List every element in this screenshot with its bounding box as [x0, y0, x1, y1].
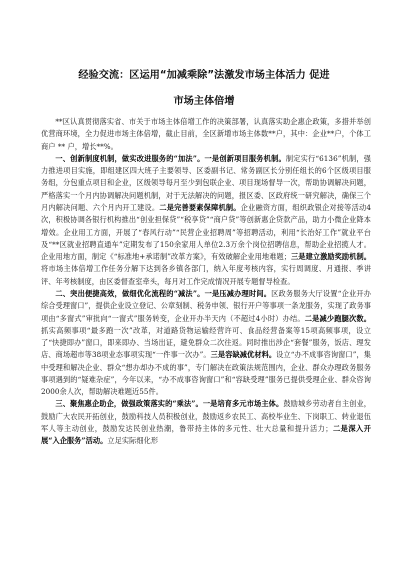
document-title-line-1: 经验交流：区运用“加减乘除”法激发市场主体活力 促进 — [78, 70, 330, 81]
section-3-point-2-heading: 二是深入开展“入企服务”活动。 — [41, 424, 371, 446]
section-1-point-3-heading: 三是建立激励奖励机制。 — [291, 252, 371, 262]
section-2-heading: 二、突出便捷高效，做细优化流程的“减法”。 — [55, 288, 205, 298]
section-1-point-2-heading: 二是完善要素保障机制。 — [159, 202, 241, 212]
section-1-point-1-text: 制定实行“6136”机制，强力推进项目实施，即组建区四大班子主要领导、区委副书记、常务副区长分别任组长的6个区级项目服务组，分包重点项目和企业，区级领导每月至少到包联企业、项目现场督导一次，帮助协调解决问题，严格落实一个月内协调解决问题机制，对于无法解决的问题，报区委、区政府统一研究解决，确保三个月内解决问题、六个月内开工建设。 — [41, 153, 372, 212]
section-1-point-3-text: 将市场主体倍增工作任务分解下达到各乡镇各部门，纳入年度考核内容，实行周调度、月通报、季讲评、年考核制度，由区委督查室牵头，每月对工作完成情况开展专题督导检查。 — [41, 264, 371, 286]
section-1-heading: 一、创新制度机制，做实改进服务的“加法”。 — [55, 153, 205, 163]
section-3-point-1-text: 鼓励城乡劳动者自主创业，鼓励广大农民开拓创业，鼓励科技人员积极创业，鼓励返乡农民工、高校毕业生、下岗职工、转业退伍军人等主动创业，鼓励发达民创业热潮，鲁带持主体的多元性、壮大总量和提升活力； — [41, 399, 371, 434]
section-2-point-3-heading: 三是容缺减优材料。 — [210, 350, 277, 360]
section-1-paragraph — [41, 153, 371, 288]
section-2-point-1-heading: 一是压减办理时间。 — [204, 288, 272, 298]
section-2-point-3-text: 设立“办不成事咨询窗口”，集中受理和解决企业、群众“想办却办不成的事”，专门解决在政策法规范围内，企业、群众办理政务服务事项遇到的“疑难杂症”，今年以来，“办不成事咨询窗口”和“容缺受理”服务已提供受理企业、群众咨询2000余人次，帮助解决难题近55件。 — [41, 350, 371, 397]
section-2-point-1-text: 区政务服务大厅设置“企业开办综合受理窗口”，提供企业设立登记、公章刻制、税务申领、银行开户等事项一条龙服务，实现了政务事项由“多窗式”审批向“一窗式”服务转变，企业开办半天内（不超过4小时）办结。 — [41, 288, 372, 323]
section-3-point-2-text: 立足实际细化形 — [107, 436, 159, 446]
section-3-paragraph — [41, 398, 371, 447]
section-1-point-1-heading: 一是创新项目服务机制。 — [204, 153, 286, 163]
intro-paragraph: **区认真贯彻落实省、市关于市场主体倍增工作的决策部署，认真落实助企惠企政策，多措并举创优营商环境，全力促进市场主体倍增，截止目前，全区新增市场主体数**户，其中：企业**户，个体工商户 ** 户，增长**%。 — [41, 117, 371, 151]
document-title-line-2: 市场主体倍增 — [173, 96, 235, 107]
section-2-point-2-text: 抓实高频事项“最多跑一次”改革，对道路货物运输经营许可、食品经营备案等15项高频事项，设立了“快捷即办”窗口，即来即办、当场出证，避免群众二次往返。同时推出涉企“套餐”服务，饭店、理发店、商场超市等38项业态事项实现“一件事一次办”。 — [41, 325, 371, 360]
section-1-point-2-text: 企业融资方面，组织政银企对接等活动4次，积极协调各银行机构推出“创业担保贷”“税享贷”“商户贷”等创新惠企贷款产品，助力小微企业降本增效。企业用工方面，开展了“春风行动”“民营企业招聘周”等招聘活动，利用“长治好工作”就业平台及“**区就业招聘直通车”定期发布了150余家用人单位2.3万余个岗位招聘信息，帮助企业招揽人才。企业用地方面，制定《“标准地+承诺制”改革方案》，有效破解企业用地难题； — [41, 202, 371, 262]
document-body — [41, 116, 371, 448]
section-2-point-2-heading: 二是减少跑腿次数。 — [304, 313, 371, 323]
section-3-heading: 三、聚焦惠企助企，做强政策落实的“乘法”。 — [55, 399, 203, 409]
section-2-paragraph — [41, 288, 371, 399]
section-3-point-1-heading: 一是培育多元市场主体。 — [202, 399, 284, 409]
